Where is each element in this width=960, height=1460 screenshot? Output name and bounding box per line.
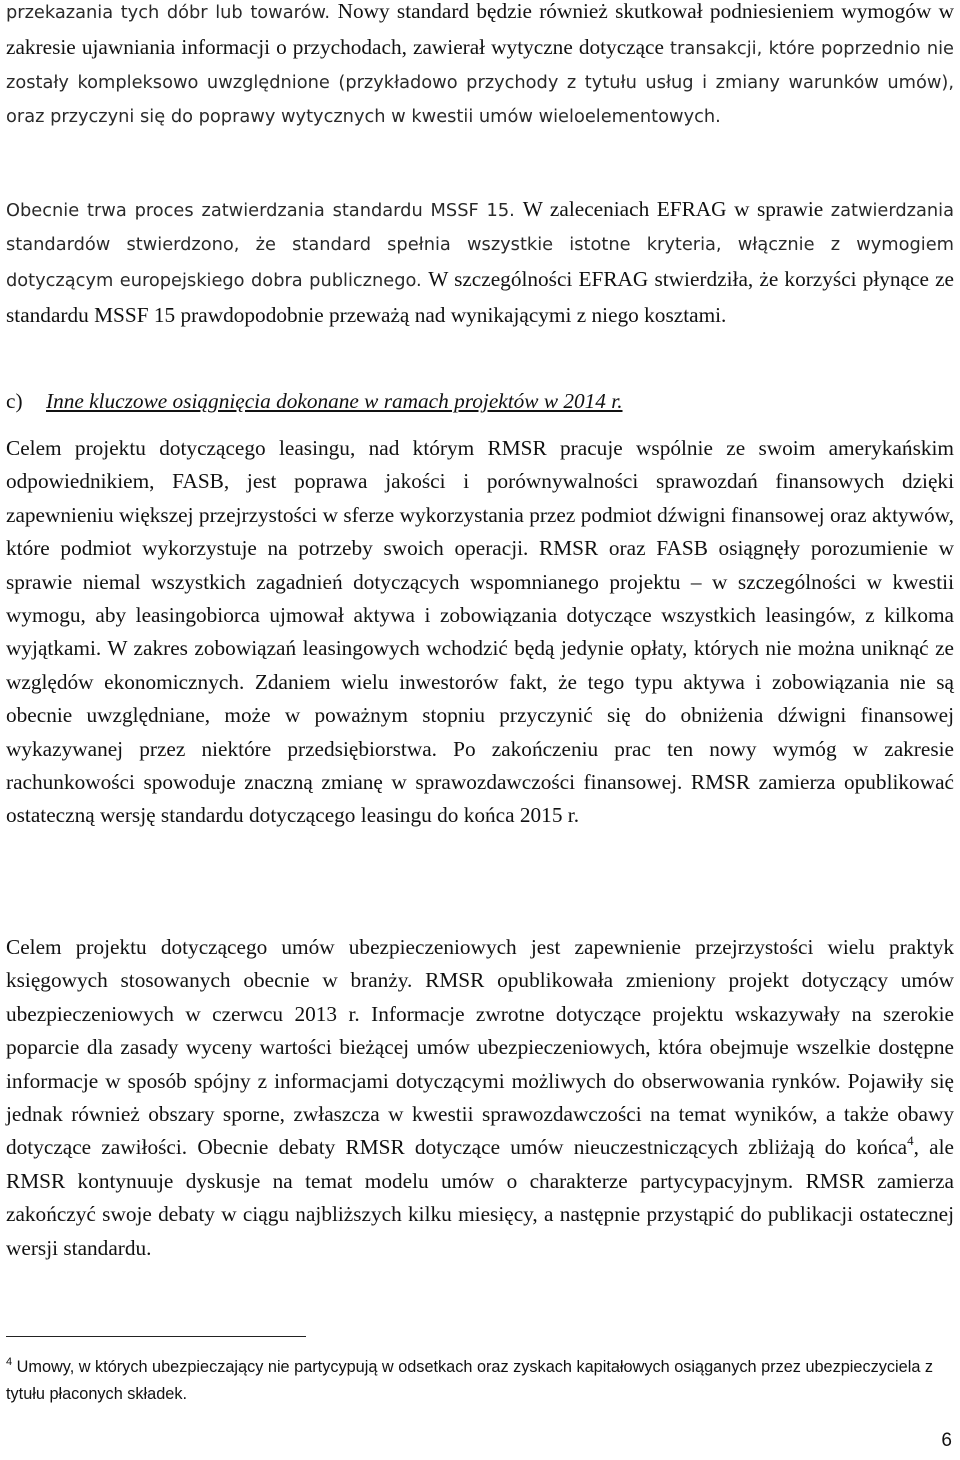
- paragraph-leasing-project: Celem projektu dotyczącego leasingu, nad którym RMSR pracuje wspólnie ze swoim amerykańskim odpowiednikiem, FASB, jest poprawa jakości i porównywalności sprawozdań finansowych dzięki zapewnieniu większej przejrzystości w sferze wykorzystania przez podmiot dźwigni finansowej oraz aktywów, które podmiot wykorzystuje na potrzeby swoich operacji. RMSR oraz FASB osiągnęły porozumienie w sprawie niemal wszystkich zagadnień dotyczących wspomnianego projektu – w szczególności w kwestii wymogu, aby leasingobiorca ujmował aktywa i zobowiązania dotyczące wszystkich leasingów, z kilkoma wyjątkami. W zakres zobowiązań leasingowych wchodzić będą jedynie opłaty, których nie można uniknąć ze względów ekonomicznych. Zdaniem wielu inwestorów fakt, że tego typu aktywa i zobowiązania nie są obecnie uwzględniane, może w poważnym stopniu przyczynić się do obniżenia dźwigni finansowej wykazywanej przez niektóre przedsiębiorstwa. Po zakończeniu prac ten nowy wymóg w zakresie rachunkowości spowoduje znaczną zmianę w sprawozdawczości finansowej. RMSR zamierza opublikować ostateczną wersję standardu dotyczącego leasingu do końca 2015 r.: [6, 436, 954, 828]
- paragraph-2-serif-a: W zaleceniach EFRAG w sprawie: [522, 197, 831, 221]
- footnote-number: 4: [6, 1355, 13, 1368]
- page-number: 6: [941, 1430, 952, 1451]
- section-heading: [6, 384, 623, 418]
- paragraph-2-sans-a: Obecnie trwa proces zatwierdzania standardu MSSF 15.: [6, 200, 523, 221]
- footnote-reference: 4: [907, 1133, 914, 1149]
- footnote-separator: [6, 1336, 306, 1337]
- section-heading-title: Inne kluczowe osiągnięcia dokonane w ramach projektów w 2014 r.: [46, 389, 623, 413]
- paragraph-insurance-contracts: [6, 931, 954, 1265]
- paragraph-mssf15-endorsement: [6, 192, 954, 334]
- section-heading-label: c): [6, 389, 23, 413]
- paragraph-1-sans-b: transakcji, które poprzednio nie zostały kompleksowo uwzględnione (przykładowo przychody z tytułu usług i zmiany warunków umów), oraz przyczyni się do poprawy wytycznych w kwestii umów wieloelementowych.: [6, 38, 954, 127]
- paragraph-2-serif-b: W szczególności EFRAG stwierdziła, że korzyści płynące ze standardu MSSF 15 prawdopodobnie przeważą nad wynikającymi z niego kosztami.: [6, 267, 954, 327]
- footnote: [6, 1354, 954, 1408]
- paragraph-4-text-before-note: Celem projektu dotyczącego umów ubezpieczeniowych jest zapewnienie przejrzystości wielu praktyk księgowych stosowanych obecnie w branży. RMSR opublikowała zmieniony projekt dotyczący umów ubezpieczeniowych w czerwcu 2013 r. Informacje zwrotne dotyczące projektu wskazywały na szerokie poparcie dla zasady wyceny wartości bieżącej umów ubezpieczeniowych, która obejmuje wszelkie dostępne informacje w sposób spójny z informacjami dotyczącymi możliwych do obserwowania rynków. Pojawiły się jednak również obszary sporne, zwłaszcza w kwestii sprawozdawczości na temat wyników, a także obawy dotyczące zawiłości. Obecnie debaty RMSR dotyczące umów nieuczestniczących zbliżają do końca: [6, 935, 954, 1160]
- paragraph-revenue-standard: [6, 0, 954, 134]
- paragraph-1-sans-a: przekazania tych dóbr lub towarów.: [6, 2, 338, 23]
- paragraph-4-text-after-note: , ale RMSR kontynuuje dyskusje na temat modelu umów o charakterze partycypacyjnym. RMSR zamierza zakończyć swoje debaty w ciągu najbliższych kilku miesięcy, a następnie przystąpić do publikacji ostatecznej wersji standardu.: [6, 1135, 954, 1260]
- paragraph-2-sans-b: zatwierdzania standardów stwierdzono, że standard spełnia wszystkie istotne kryteria, włącznie z wymogiem dotyczącym europejskiego dobra publicznego.: [6, 200, 954, 291]
- footnote-text: Umowy, w których ubezpieczający nie partycypują w odsetkach oraz zyskach kapitałowych osiąganych przez ubezpieczyciela z tytułu płaconych składek.: [6, 1358, 934, 1403]
- paragraph-1-serif-a: Nowy standard będzie również skutkował podniesieniem wymogów w zakresie ujawniania informacji o przychodach, zawierał wytyczne dotyczące: [6, 0, 954, 59]
